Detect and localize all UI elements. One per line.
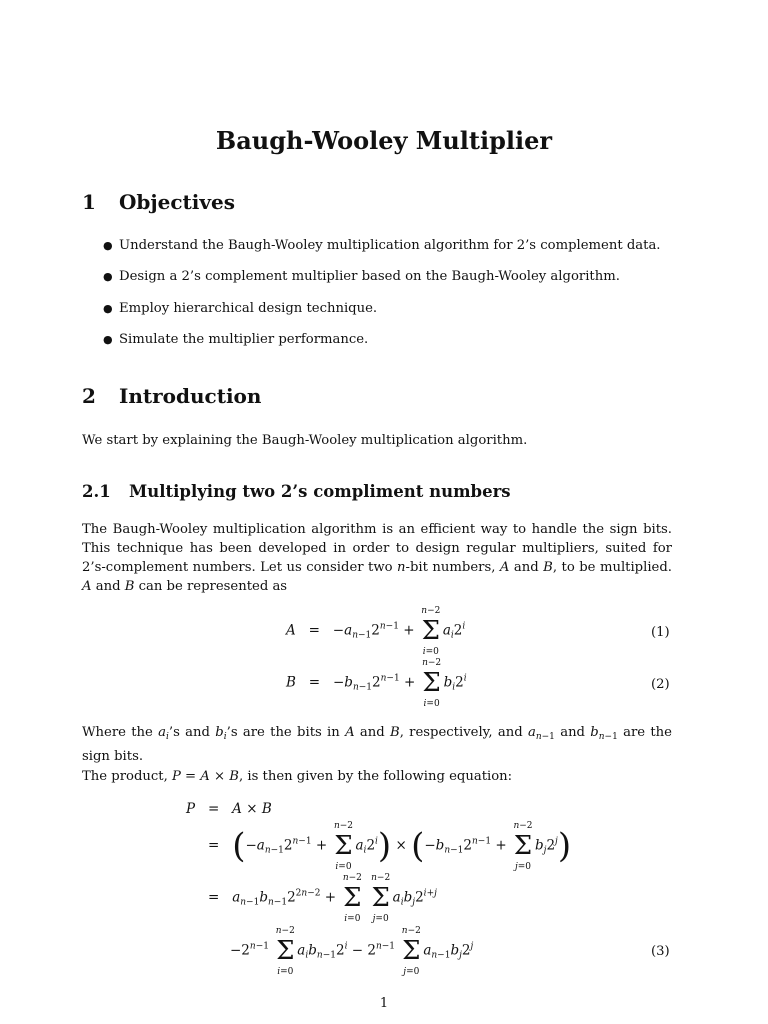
document-title: Baugh-Wooley Multiplier [215,126,553,155]
equation-1: $A = -a_{n-1}2^{n-1}$ + n−2 Σ i=0 $a_i2^i$ [286,606,466,657]
page-number: 1 [379,996,389,1011]
equation-number-3: (3) [651,944,670,959]
objective-item-3: ● Employ hierarchical design technique. [103,301,378,316]
objective-item-1: ● Understand the Baugh-Wooley multiplication algorithm for 2’s complement data. [103,238,661,253]
body-paragraph-3: The product, P = A × B, is then given by the following equation: [82,769,513,784]
objective-item-2: ● Design a 2’s complement multiplier based on the Baugh-Wooley algorithm. [103,269,620,284]
bullet-icon: ● [103,239,113,252]
summation-icon: n−2 Σ j=0 [401,926,421,977]
summation-icon: n−2 Σ i=0 [275,926,295,977]
bullet-icon: ● [103,333,113,346]
objective-item-4: ● Simulate the multiplier performance. [103,332,369,347]
equation-2: $B = -b_{n-1}2^{n-1}$ + n−2 Σ i=0 $b_i2^i$ [286,658,467,709]
summation-icon: n−2 Σ i=0 [422,658,442,709]
summation-icon: n−2 Σ i=0 [333,821,354,872]
subsection-2-1-title: Multiplying two 2’s compliment numbers [129,482,511,501]
bullet-icon: ● [103,270,113,283]
intro-paragraph: We start by explaining the Baugh-Wooley multiplication algorithm. [82,433,528,448]
summation-icon: n−2 Σ i=0 [342,873,362,924]
subsection-2-1-heading [82,482,511,501]
equation-number-1: (1) [651,625,670,640]
summation-icon: n−2 Σ j=0 [513,821,533,872]
equation-3-line-2: = ($-a_{n-1}2^{n-1}$ + n−2 Σ i=0 $a_i2^i) \times (-b_{n-1}2^{n-1}$ + n−2 Σ j=0 $b_j2^j$) [208,821,572,872]
equation-number-2: (2) [651,677,670,692]
equation-3-line-3: = $a_{n-1}b_{n-1}2^{2n-2}$ + n−2 Σ i=0 n−2 Σ j=0 $a_ib_j2^{i+j}$ [208,873,437,924]
summation-icon: n−2 Σ i=0 [421,606,441,657]
section-2-number: 2 [82,384,96,408]
body-paragraph-1: The Baugh-Wooley multiplication algorithm is an efficient way to handle the sign bits. This technique has been developed in order to design regular multipliers, suited for 2’s-complement numbers. Let us consider two n-bit numbers, A and B, to be multiplied. A and B can be represented as [82,522,672,594]
equation-3-line-1: P = A × B [186,801,272,817]
section-1-number: 1 [82,190,96,214]
summation-icon: n−2 Σ j=0 [371,873,391,924]
section-2-title: Introduction [119,384,262,408]
section-1-title: Objectives [119,190,235,214]
subsection-2-1-number: 2.1 [82,482,111,501]
body-paragraph-2: Where the $a_i’s$ and $b_i’s$ are the bits in A and B, respectively, and $a_{n-1}$ and $b_{n-1}$ are the sign bits. [82,725,672,764]
bullet-icon: ● [103,302,113,315]
section-2-heading [82,384,261,408]
section-1-heading [82,190,235,214]
equation-3-line-4: $-2^{n-1}$ n−2 Σ i=0 $a_ib_{n-1}2^i - 2^{n-1}$ n−2 Σ j=0 $a_{n-1}b_j2^j$ [230,926,474,977]
